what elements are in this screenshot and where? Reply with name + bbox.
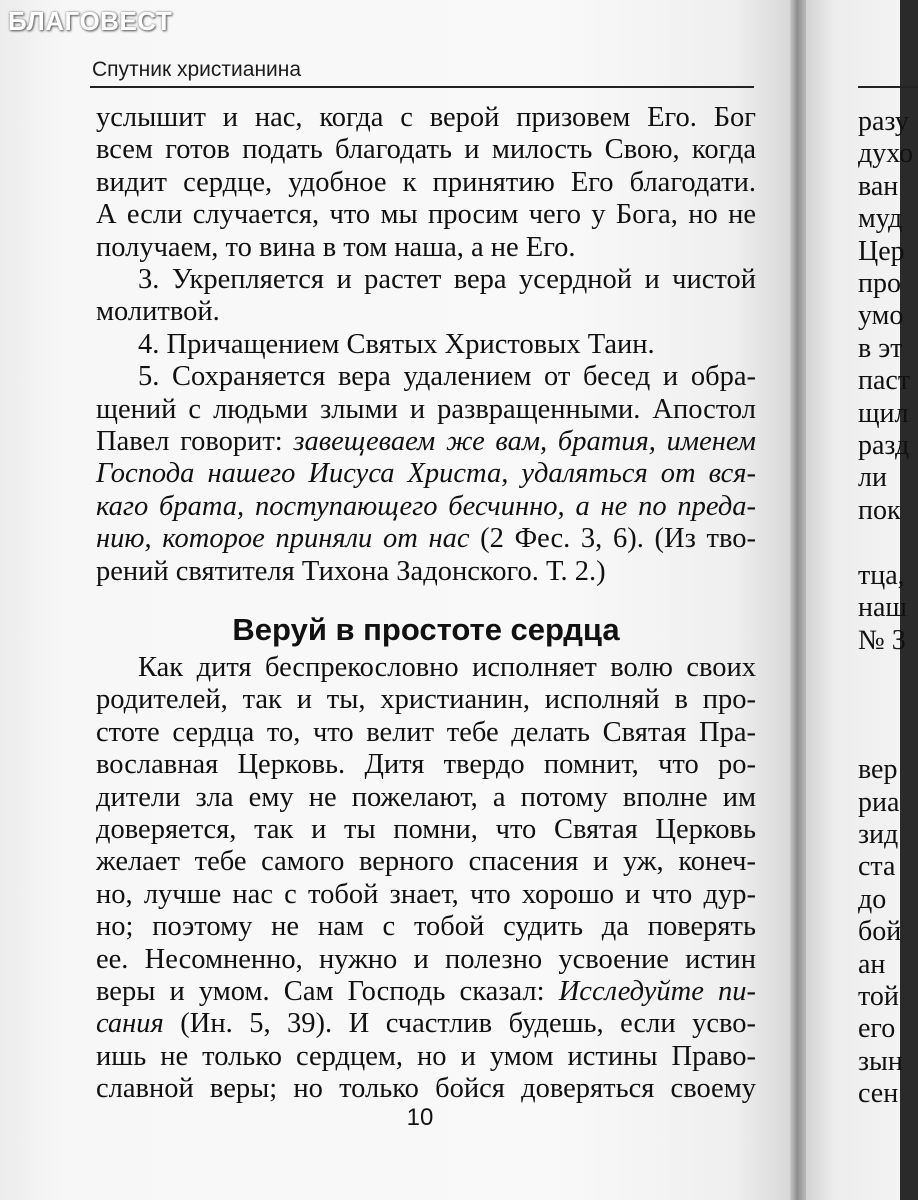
right-page-line: щил xyxy=(858,397,909,429)
right-page-line: в эт xyxy=(858,332,903,364)
right-page-line: сен xyxy=(858,1078,899,1110)
text-line: нию, которое приняли от нас (2 Фес. 3, 6). (Из тво- xyxy=(96,523,756,555)
right-page-text xyxy=(858,106,913,1111)
header-rule xyxy=(90,86,754,88)
text-line: Господа нашего Иисуса Христа, удаляться от вся- xyxy=(96,458,756,490)
text-line: вославная Церковь. Дитя твердо помнит, что ро- xyxy=(96,749,756,781)
text-line: дители зла ему не пожелают, а потому вполне им xyxy=(96,781,756,813)
right-page-line: ван xyxy=(858,170,899,202)
right-page-line: зид xyxy=(858,818,899,850)
right-page-line: бой xyxy=(858,916,902,948)
text-line: родителей, так и ты, христианин, исполняй в про- xyxy=(96,684,756,716)
right-header-rule xyxy=(858,86,918,88)
right-page-line: № 3 xyxy=(858,624,906,656)
right-page-line: умо xyxy=(858,300,904,332)
right-page-line: его xyxy=(858,1013,896,1045)
text-line: ее. Несомненно, нужно и полезно усвоение истин xyxy=(96,943,756,975)
right-page-line: ли xyxy=(858,462,887,494)
text-line: видит сердце, удобное к принятию Его благодати. xyxy=(96,166,756,198)
text-line: всем готов подать благодать и милость Свою, когда xyxy=(96,134,756,166)
right-page-line: про xyxy=(858,268,901,300)
right-page-line: паст xyxy=(858,365,911,397)
right-page-line: разд xyxy=(858,430,910,462)
watermark-logo: БЛАГОВЕСТ xyxy=(8,6,173,36)
text-line: щений с людьми злыми и развращенными. Апостол xyxy=(96,393,756,425)
right-page xyxy=(806,0,914,1200)
text-line: каго брата, поступающего бесчинно, а не по преда- xyxy=(96,490,756,522)
text-line: А если случается, что мы просим чего у Бога, но не xyxy=(96,199,756,231)
text-line: 3. Укрепляется и растет вера усердной и чистой xyxy=(138,264,756,296)
body-text-block-2 xyxy=(96,652,756,1106)
text-line: молитвой. xyxy=(96,296,220,328)
right-page-line: той xyxy=(858,980,899,1012)
section-heading: Веруй в простоте сердца xyxy=(232,612,620,647)
running-head: Спутник христианина xyxy=(92,58,302,81)
text-line: сания (Ин. 5, 39). И счастлив будешь, если усво- xyxy=(96,1008,756,1040)
right-page-line: наш xyxy=(858,592,907,624)
right-page-line: тца, xyxy=(858,559,905,591)
right-page-line: пок xyxy=(858,494,901,526)
right-page-line xyxy=(858,657,913,689)
right-page-line: вер xyxy=(858,754,898,786)
text-line: веры и умом. Сам Господь сказал: Исследуйте пи- xyxy=(96,976,756,1008)
right-page-line: ста xyxy=(858,851,896,883)
text-line: услышит и нас, когда с верой призовем Его. Бог xyxy=(96,102,756,133)
text-line: получаем, то вина в том наша, а не Его. xyxy=(96,231,576,263)
text-line: славной веры; но только бойся доверяться своему xyxy=(96,1073,756,1105)
text-line: Как дитя беспрекословно исполняет волю своих xyxy=(138,652,756,683)
right-page-line xyxy=(858,722,913,754)
right-page-line: разу xyxy=(858,106,909,137)
book-gutter xyxy=(790,0,806,1200)
text-line: но; поэтому не нам с тобой судить да поверять xyxy=(96,911,756,943)
right-page-line: зын xyxy=(858,1045,903,1077)
right-page-line: до xyxy=(858,883,887,915)
right-page-line: Цер xyxy=(858,235,905,267)
text-line: 4. Причащением Святых Христовых Таин. xyxy=(138,328,655,360)
text-line: стоте сердца то, что велит тебе делать Святая Пра- xyxy=(96,716,756,748)
text-line: Павел говорит: завещеваем же вам, братия, именем xyxy=(96,426,756,458)
right-page-line: риа xyxy=(858,786,900,818)
text-line: 5. Сохраняется вера удалением от бесед и обра- xyxy=(138,361,756,393)
text-line: доверяется, так и ты помни, что Святая Церковь xyxy=(96,814,756,846)
right-page-line: духо xyxy=(858,138,914,170)
text-line: ишь не только сердцем, но и умом истины Право- xyxy=(96,1040,756,1072)
text-line: рений святителя Тихона Задонского. Т. 2.) xyxy=(96,555,606,587)
text-line: желает тебе самого верного спасения и уж, конеч- xyxy=(96,846,756,878)
right-page-line xyxy=(858,689,913,721)
text-line: но, лучше нас с тобой знает, что хорошо и что дур- xyxy=(96,878,756,910)
right-page-line: муд xyxy=(858,203,903,235)
page-number: 10 xyxy=(406,1104,434,1131)
right-page-line xyxy=(858,527,913,559)
body-text-block-1 xyxy=(96,102,756,588)
right-page-line: ан xyxy=(858,948,886,980)
